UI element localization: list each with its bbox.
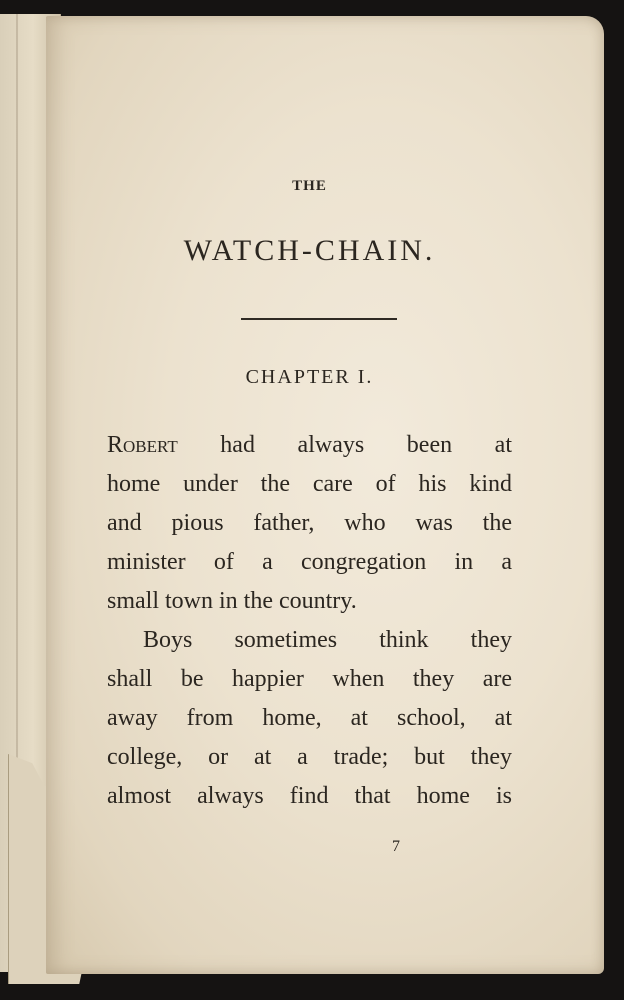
text-line: away from home, at school, at [107, 705, 512, 731]
text-line: and pious father, who was the [107, 510, 512, 536]
text-line: shall be happier when they are [107, 666, 512, 692]
title-rule [241, 318, 397, 320]
text-line: small town in the country. [107, 588, 357, 614]
body-text [107, 426, 512, 816]
text-line: Boys sometimes think they [143, 627, 512, 653]
line-text: had always been at [177, 432, 512, 458]
text-line: minister of a congregation in a [107, 549, 512, 575]
page-number: 7 [392, 838, 400, 855]
text-line [107, 426, 512, 465]
title-article: THE [292, 178, 327, 194]
text-line: almost always find that home is [107, 783, 512, 809]
text-line: home under the care of his kind [107, 471, 512, 497]
text-line: college, or at a trade; but they [107, 744, 512, 770]
book-title: WATCH-CHAIN. [183, 234, 436, 267]
text-column [107, 0, 512, 1000]
lead-word: Robert [107, 432, 178, 458]
chapter-heading: CHAPTER I. [245, 366, 374, 388]
